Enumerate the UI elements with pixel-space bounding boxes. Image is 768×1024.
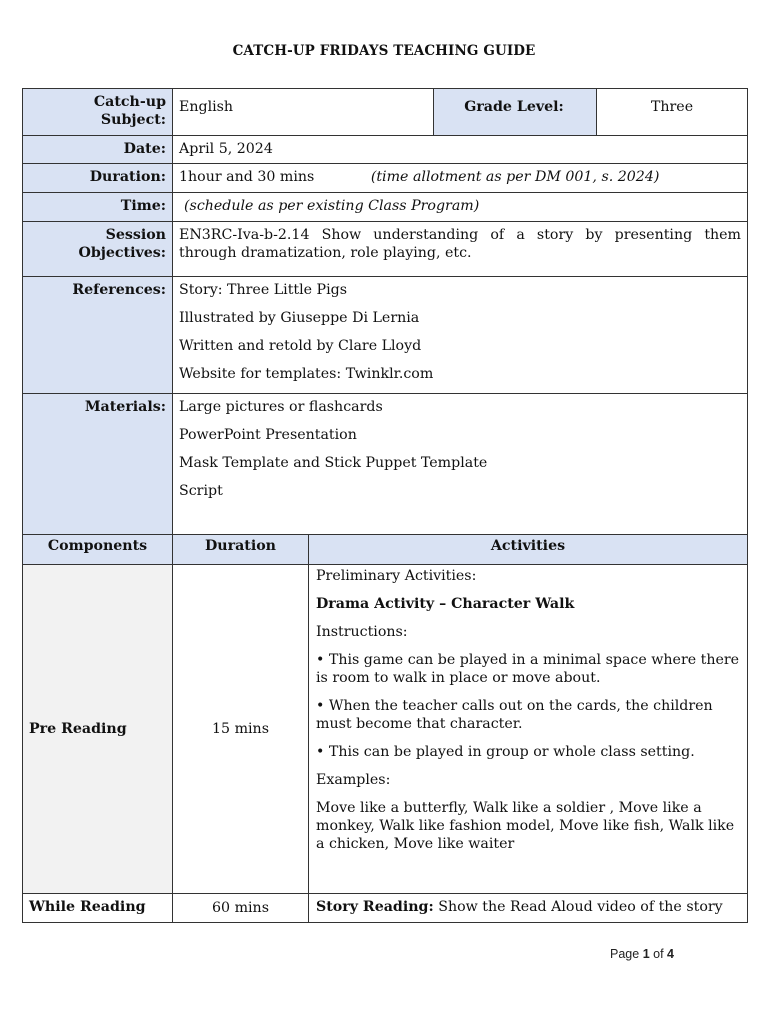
material-item: PowerPoint Presentation <box>179 427 357 443</box>
time-row <box>23 193 748 222</box>
objectives-row <box>23 222 748 277</box>
instruction-bullet: • This game can be played in a minimal space where there is room to walk in place or move about. <box>316 652 740 686</box>
subject-row <box>23 89 748 136</box>
material-item: Large pictures or flashcards <box>179 399 383 415</box>
pre-reading-row <box>23 565 748 894</box>
references-label: References: <box>23 277 173 394</box>
duration-header: Duration <box>173 535 309 565</box>
drama-activity-title: Drama Activity – Character Walk <box>316 596 575 612</box>
reference-item: Written and retold by Clare Lloyd <box>179 338 422 354</box>
page-footer <box>610 947 674 961</box>
of-word: of <box>653 947 664 961</box>
while-reading-duration: 60 mins <box>173 894 309 923</box>
pre-reading-component: Pre Reading <box>23 565 173 894</box>
date-value: April 5, 2024 <box>173 136 748 164</box>
reference-item: Website for templates: Twinklr.com <box>179 366 434 382</box>
pre-reading-activities <box>309 565 748 894</box>
instruction-bullet: • When the teacher calls out on the cards, the children must become that character. <box>316 698 713 732</box>
material-item: Mask Template and Stick Puppet Template <box>179 455 488 471</box>
pre-reading-duration: 15 mins <box>173 565 309 894</box>
teaching-guide-table <box>22 88 748 923</box>
materials-row <box>23 394 748 535</box>
date-row <box>23 136 748 164</box>
duration-cell <box>173 164 748 193</box>
examples-label: Examples: <box>316 772 391 788</box>
materials-label: Materials: <box>23 394 173 535</box>
duration-label: Duration: <box>23 164 173 193</box>
duration-value: 1hour and 30 mins <box>179 169 315 185</box>
objectives-label: Session Objectives: <box>23 222 173 277</box>
instructions-label: Instructions: <box>316 624 408 640</box>
time-label: Time: <box>23 193 173 222</box>
while-reading-activity <box>309 894 748 923</box>
materials-list <box>173 394 748 535</box>
page-word: Page <box>610 947 640 961</box>
subject-label: Catch-up Subject: <box>23 89 173 136</box>
story-reading-label: Story Reading: <box>316 899 434 915</box>
examples-text: Move like a butterfly, Walk like a soldier , Move like a monkey, Walk like fashion model, Move like fish, Walk like a chicken, Move like waiter <box>316 800 735 852</box>
activities-header: Activities <box>309 535 748 565</box>
page-total: 4 <box>667 947 674 961</box>
reference-item: Story: Three Little Pigs <box>179 282 347 298</box>
grade-label: Grade Level: <box>434 89 597 136</box>
duration-row <box>23 164 748 193</box>
date-label: Date: <box>23 136 173 164</box>
time-value: (schedule as per existing Class Program) <box>173 193 748 222</box>
references-list <box>173 277 748 394</box>
references-row <box>23 277 748 394</box>
components-header-row <box>23 535 748 565</box>
objectives-value: EN3RC-Iva-b-2.14 Show understanding of a story by presenting them through dramatization, role playing, etc. <box>173 222 748 277</box>
page-number: 1 <box>642 947 650 961</box>
while-reading-component: While Reading <box>23 894 173 923</box>
story-reading-text: Show the Read Aloud video of the story <box>433 899 723 915</box>
preliminary-label: Preliminary Activities: <box>316 568 477 584</box>
grade-value: Three <box>597 89 748 136</box>
subject-value: English <box>173 89 434 136</box>
while-reading-row <box>23 894 748 923</box>
material-item: Script <box>179 483 223 499</box>
instruction-bullet: • This can be played in group or whole class setting. <box>316 744 695 760</box>
reference-item: Illustrated by Giuseppe Di Lernia <box>179 310 420 326</box>
components-header: Components <box>23 535 173 565</box>
document-title: CATCH-UP FRIDAYS TEACHING GUIDE <box>232 43 536 59</box>
duration-note: (time allotment as per DM 001, s. 2024) <box>370 169 660 185</box>
